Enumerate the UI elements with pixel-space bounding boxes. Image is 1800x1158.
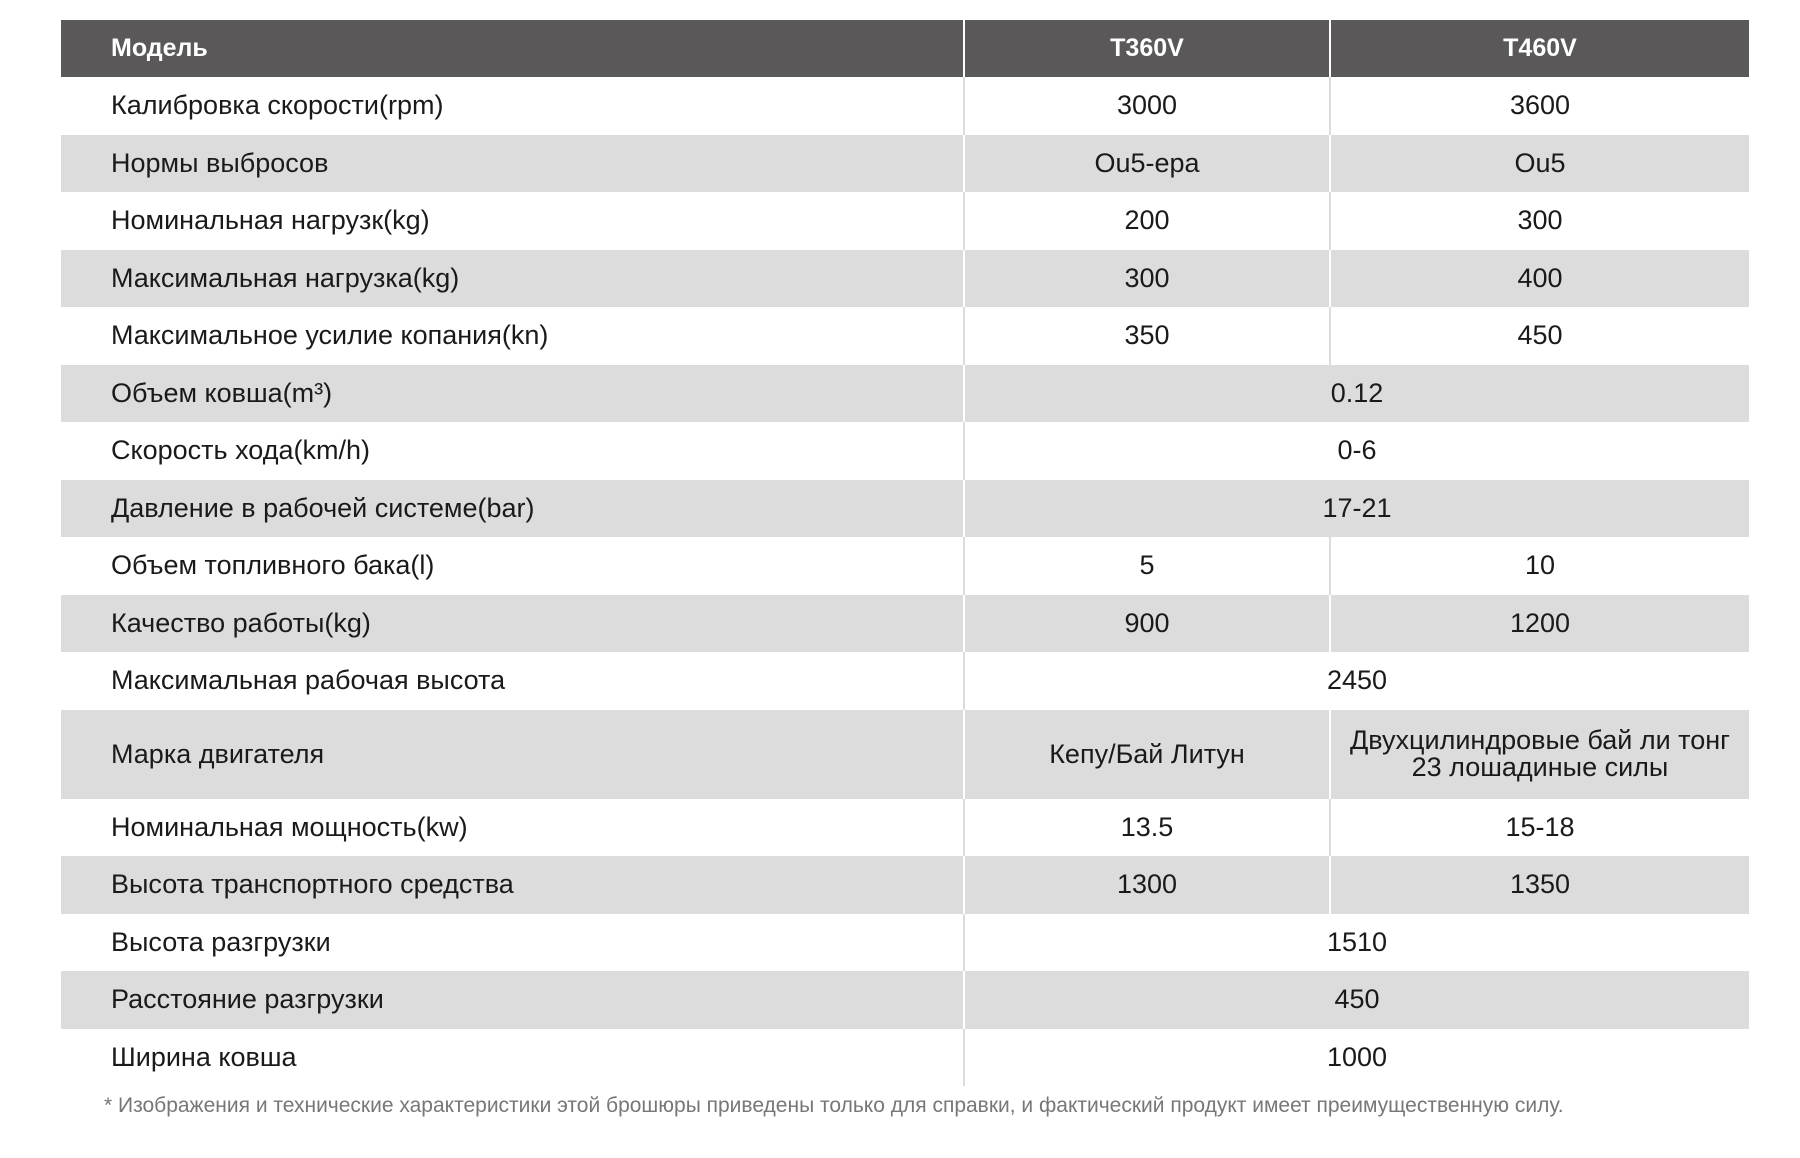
row-label: Качество работы(kg) xyxy=(61,595,964,653)
table-row xyxy=(61,710,1749,799)
row-value-t460v: 450 xyxy=(1330,307,1749,365)
table-row xyxy=(61,422,1749,480)
row-label: Давление в рабочей системе(bar) xyxy=(61,480,964,538)
row-value-t360v: 300 xyxy=(964,250,1330,308)
row-value-line: Двухцилиндровые бай ли тонг xyxy=(1349,725,1730,755)
table-row xyxy=(61,595,1749,653)
table-header-row xyxy=(61,20,1749,77)
row-value-t460v: 10 xyxy=(1330,537,1749,595)
row-label: Нормы выбросов xyxy=(61,135,964,193)
row-value-shared: 1000 xyxy=(964,1029,1749,1087)
table-row xyxy=(61,537,1749,595)
table-row xyxy=(61,192,1749,250)
row-value-t360v: 1300 xyxy=(964,856,1330,914)
row-value-t460v: 1350 xyxy=(1330,856,1749,914)
row-value-t460v: 1200 xyxy=(1330,595,1749,653)
row-label: Номинальная нагрузк(kg) xyxy=(61,192,964,250)
row-label: Высота транспортного средства xyxy=(61,856,964,914)
row-label: Расстояние разгрузки xyxy=(61,971,964,1029)
row-value-shared: 17-21 xyxy=(964,480,1749,538)
spec-table xyxy=(61,20,1749,1086)
row-label: Ширина ковша xyxy=(61,1029,964,1087)
table-row xyxy=(61,77,1749,135)
row-value-shared: 2450 xyxy=(964,652,1749,710)
row-value-t360v: 5 xyxy=(964,537,1330,595)
header-model-t460v: T460V xyxy=(1330,20,1749,77)
header-model-t360v: T360V xyxy=(964,20,1330,77)
row-label: Максимальная рабочая высота xyxy=(61,652,964,710)
row-value-shared: 0-6 xyxy=(964,422,1749,480)
table-row xyxy=(61,856,1749,914)
table-row xyxy=(61,135,1749,193)
row-label: Объем топливного бака(l) xyxy=(61,537,964,595)
row-label: Номинальная мощность(kw) xyxy=(61,799,964,857)
table-row xyxy=(61,971,1749,1029)
table-row xyxy=(61,365,1749,423)
row-value-t460v: 3600 xyxy=(1330,77,1749,135)
row-value-line: 23 лошадиные силы xyxy=(1411,752,1669,782)
row-label: Объем ковша(m³) xyxy=(61,365,964,423)
row-label: Максимальное усилие копания(kn) xyxy=(61,307,964,365)
row-value-t460v: Ou5 xyxy=(1330,135,1749,193)
table-row xyxy=(61,914,1749,972)
row-label: Марка двигателя xyxy=(61,710,964,799)
table-row xyxy=(61,1029,1749,1087)
row-value-t360v: 900 xyxy=(964,595,1330,653)
table-row xyxy=(61,307,1749,365)
table-row xyxy=(61,799,1749,857)
footnote: * Изображения и технические характеристики этой брошюры приведены только для справки, и фактический продукт имеет преимущественную силу. xyxy=(104,1094,1564,1117)
row-value-t460v: 15-18 xyxy=(1330,799,1749,857)
row-value-t360v: Кепу/Бай Литун xyxy=(964,710,1330,799)
row-value-t360v: 200 xyxy=(964,192,1330,250)
row-value-t360v: Ou5-epa xyxy=(964,135,1330,193)
row-label: Калибровка скорости(rpm) xyxy=(61,77,964,135)
row-value-t360v: 3000 xyxy=(964,77,1330,135)
row-label: Высота разгрузки xyxy=(61,914,964,972)
row-value-t460v: 300 xyxy=(1330,192,1749,250)
header-model-label: Модель xyxy=(61,20,964,77)
row-value-t460v: 400 xyxy=(1330,250,1749,308)
row-label: Максимальная нагрузка(kg) xyxy=(61,250,964,308)
row-label: Скорость хода(km/h) xyxy=(61,422,964,480)
row-value-t360v: 350 xyxy=(964,307,1330,365)
table-row xyxy=(61,480,1749,538)
table-row xyxy=(61,250,1749,308)
row-value-t360v: 13.5 xyxy=(964,799,1330,857)
row-value-shared: 1510 xyxy=(964,914,1749,972)
row-value-shared: 450 xyxy=(964,971,1749,1029)
row-value-t460v xyxy=(1330,710,1749,799)
table-row xyxy=(61,652,1749,710)
row-value-shared: 0.12 xyxy=(964,365,1749,423)
